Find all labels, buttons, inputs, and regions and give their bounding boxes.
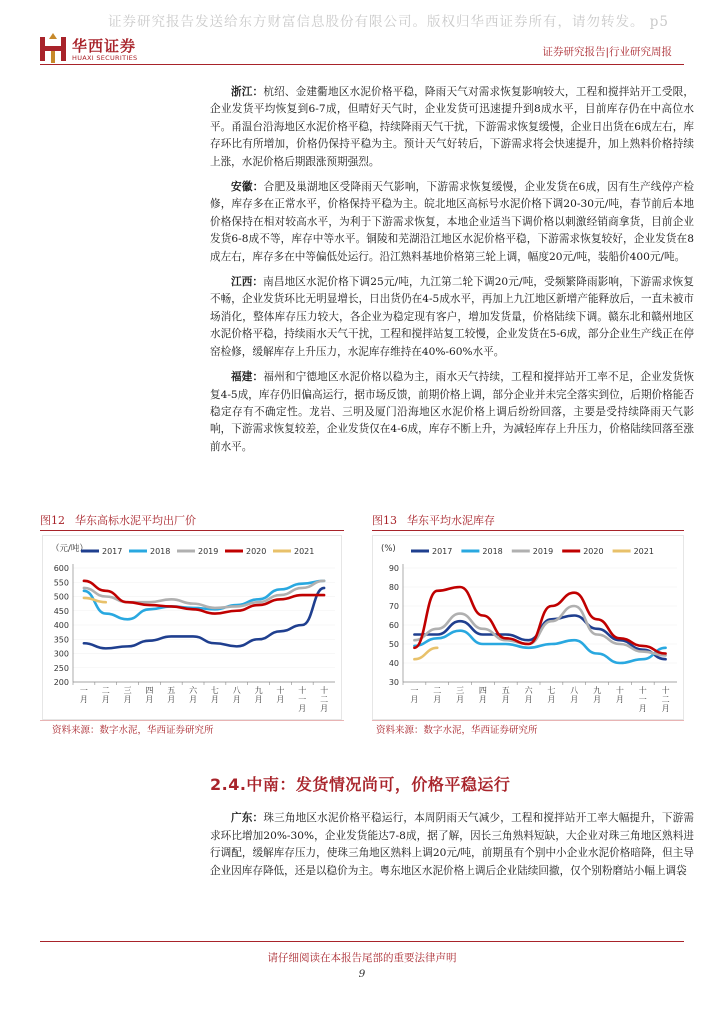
x-tick-label: 三月	[456, 686, 465, 704]
figure-12-rule	[40, 530, 344, 531]
y-tick-label: 250	[53, 663, 69, 673]
y-tick-label: 550	[53, 578, 69, 588]
x-tick-label: 七月	[210, 686, 219, 704]
legend-label: 2020	[246, 547, 267, 556]
section-heading: 2.4.中南：发货情况尚可，价格平稳运行	[210, 775, 511, 794]
paragraph-zhejiang	[210, 84, 694, 171]
figure-13-source-rule	[372, 720, 684, 721]
x-tick-label: 六月	[189, 686, 198, 704]
x-tick-label: 九月	[254, 686, 263, 704]
figure-12-source: 资料来源：数字水泥，华西证券研究所	[52, 725, 214, 736]
x-tick-label: 八月	[570, 686, 579, 704]
figure-13-source: 资料来源：数字水泥，华西证券研究所	[376, 725, 538, 736]
y-tick-label: 90	[388, 564, 399, 573]
legend-label: 2020	[583, 547, 604, 556]
x-tick-label: 十二月	[320, 686, 329, 713]
x-tick-label: 三月	[123, 686, 132, 704]
x-tick-label: 二月	[433, 686, 442, 704]
x-tick-label: 二月	[101, 686, 110, 704]
x-tick-label: 十一月	[638, 686, 647, 713]
legend-label: 2021	[633, 547, 654, 556]
x-tick-label: 十月	[276, 686, 285, 704]
x-tick-label: 四月	[478, 686, 487, 704]
figure-caption: 华东高标水泥平均出厂价	[75, 514, 196, 527]
header-divider	[40, 64, 684, 65]
paragraph-text: 福州和宁德地区水泥价格以稳为主，雨水天气持续，工程和搅拌站开工率不足，企业发货恢复4-5成，库存仍旧偏高运行，据市场反馈，前期价格上调，部分企业并未完全落实到位，后期价格能否稳定存有不确定性。龙岩、三明及厦门沿海地区水泥价格上调后纷纷回落，主要是受持续降雨天气影响，下游需求恢复较差，企业发货仅在4-6成，库存不断上升，为减轻库存上升压力，价格陆续回落至涨前水平。	[210, 371, 695, 453]
paragraph-lead: 安徽：	[231, 181, 264, 194]
figure-12-title	[40, 512, 196, 528]
paragraph-text: 南昌地区水泥价格下调25元/吨，九江第二轮下调20元/吨，受频繁降雨影响，下游需求恢复不畅，企业发货环比无明显增长，日出货仍在4-5成水平，再加上九江地区新增产能释放后，一直未被市场消化，整体库存压力较大，各企业为稳定现有客户，增加发货量，价格陆续下调。赣东北和赣州地区水泥价格平稳，持续雨水天气干扰，工程和搅拌站复工较慢，企业发货在5-6成，部分企业生产线正在停窑检修，缓解库存上升压力，水泥库存维持在40%-60%水平。	[210, 276, 694, 358]
x-tick-label: 十月	[615, 686, 624, 704]
y-tick-label: 600	[53, 564, 69, 573]
x-tick-label: 七月	[547, 686, 556, 704]
y-tick-label: 70	[388, 602, 399, 611]
y-tick-label: 50	[388, 640, 399, 649]
legend-label: 2017	[432, 547, 453, 556]
x-tick-label: 十二月	[661, 686, 670, 713]
page-number: 9	[358, 968, 366, 980]
legend-label: 2021	[294, 547, 315, 556]
huaxi-logo-icon	[40, 33, 66, 63]
paragraph-text: 杭绍、金建衢地区水泥价格平稳，降雨天气对需求恢复影响较大，工程和搅拌站开工受限，企业发货平均恢复到6-7成，但晴好天气时，企业发货可迅速提升到8成水平，目前库存仍在中高位水平。甬温台沿海地区水泥价格平稳，持续降雨天气干扰，下游需求恢复缓慢，企业日出货在6成左右，库存环比有所增加，价格仍保持平稳为主。预计天气好转后，下游需求将会快速提升，加上熟料价格持续上涨，水泥价格后期跟涨预期强烈。	[210, 86, 695, 168]
y-tick-label: 450	[53, 606, 69, 616]
x-tick-label: 一月	[410, 686, 419, 704]
paragraph-text: 合肥及巢湖地区受降雨天气影响，下游需求恢复缓慢，企业发货在6成，因有生产线停产检修，库存多在正常水平，价格保持平稳为主。皖北地区高标号水泥价格下调20-30元/吨，春节前后本地价格保持在相对较高水平，为利于下游需求恢复，本地企业适当下调价格以刺激经销商拿货，目前企业发货6-8成不等，库存中等水平。铜陵和芜湖沿江地区水泥价格平稳，下游需求恢复较好，企业发货在8成左右，库存多在中等偏低处运行。沿江熟料基地价格第三轮上调，幅度20元/吨，装船价400元/吨。	[210, 181, 694, 263]
region-paragraphs	[210, 84, 694, 464]
legend-label: 2017	[102, 547, 123, 556]
series-line-2019	[84, 581, 324, 608]
figure-12-source-rule	[40, 720, 344, 721]
y-tick-label: 30	[388, 678, 399, 687]
price-line-chart	[43, 536, 343, 721]
x-tick-label: 九月	[593, 686, 602, 704]
y-tick-label: 400	[53, 621, 69, 630]
logo-name-cn: 华西证券	[72, 37, 137, 55]
x-tick-label: 五月	[501, 686, 510, 704]
figure-13-title	[372, 512, 495, 528]
legend-label: 2018	[482, 547, 503, 556]
y-tick-label: 40	[388, 659, 399, 668]
x-tick-label: 十一月	[298, 686, 307, 713]
figure-caption: 华东平均水泥库存	[407, 514, 495, 527]
paragraph-jiangxi	[210, 274, 694, 361]
inventory-line-chart	[373, 536, 685, 721]
figure-number: 图13	[372, 514, 397, 527]
y-tick-label: 500	[53, 592, 69, 602]
y-tick-label: 80	[388, 583, 399, 592]
company-logo	[40, 33, 158, 65]
x-tick-label: 八月	[232, 686, 241, 704]
y-tick-label: 350	[53, 635, 69, 645]
figure-12-chart	[42, 535, 342, 720]
legend-label: 2019	[198, 547, 219, 556]
paragraph-lead: 福建：	[231, 371, 264, 384]
x-tick-label: 五月	[167, 686, 176, 704]
y-tick-label: 200	[53, 678, 69, 687]
x-tick-label: 一月	[79, 686, 88, 704]
paragraph-anhui	[210, 179, 694, 266]
paragraph-guangdong	[210, 810, 694, 880]
y-axis-label: （元/吨）	[51, 544, 88, 554]
legend-label: 2018	[150, 547, 171, 556]
report-type-tag: 证券研究报告|行业研究周报	[542, 46, 672, 58]
watermark: 证券研究报告发送给东方财富信息股份有限公司。版权归华西证券所有，请勿转发。 p5	[108, 14, 670, 30]
paragraph-lead: 江西：	[231, 276, 264, 289]
y-tick-label: 60	[388, 621, 399, 630]
paragraph-text: 珠三角地区水泥价格平稳运行，本周阴雨天气减少，工程和搅拌站开工率大幅提升，下游需求环比增加20%-30%，企业发货能达7-8成，据了解，因长三角熟料短缺，大企业对珠三角地区熟料进行调配，缓解库存压力，使珠三角地区熟料上调20元/吨，前期虽有个别中小企业水泥价格暗降，但主导企业因库存降低，还是以稳价为主。粤东地区水泥价格上调后企业陆续回撤，仅个别粉磨站小幅上调袋	[210, 812, 695, 877]
legal-disclaimer-link: 请仔细阅读在本报告尾部的重要法律声明	[267, 952, 457, 964]
figure-13-rule	[372, 530, 684, 531]
figure-number: 图12	[40, 514, 65, 527]
figure-13-chart	[372, 535, 684, 720]
x-tick-label: 四月	[145, 686, 154, 704]
series-line-2019	[414, 606, 665, 655]
footer-divider	[40, 941, 684, 942]
series-line-2021	[414, 648, 437, 659]
legend-label: 2019	[532, 547, 554, 556]
y-axis-label: (%)	[381, 544, 396, 554]
paragraph-lead: 广东：	[231, 812, 264, 824]
logo-name-en: HUAXI SECURITIES	[72, 54, 138, 62]
paragraph-fujian	[210, 369, 694, 456]
paragraph-lead: 浙江：	[231, 86, 264, 98]
x-tick-label: 六月	[524, 686, 533, 704]
y-tick-label: 300	[53, 649, 69, 659]
